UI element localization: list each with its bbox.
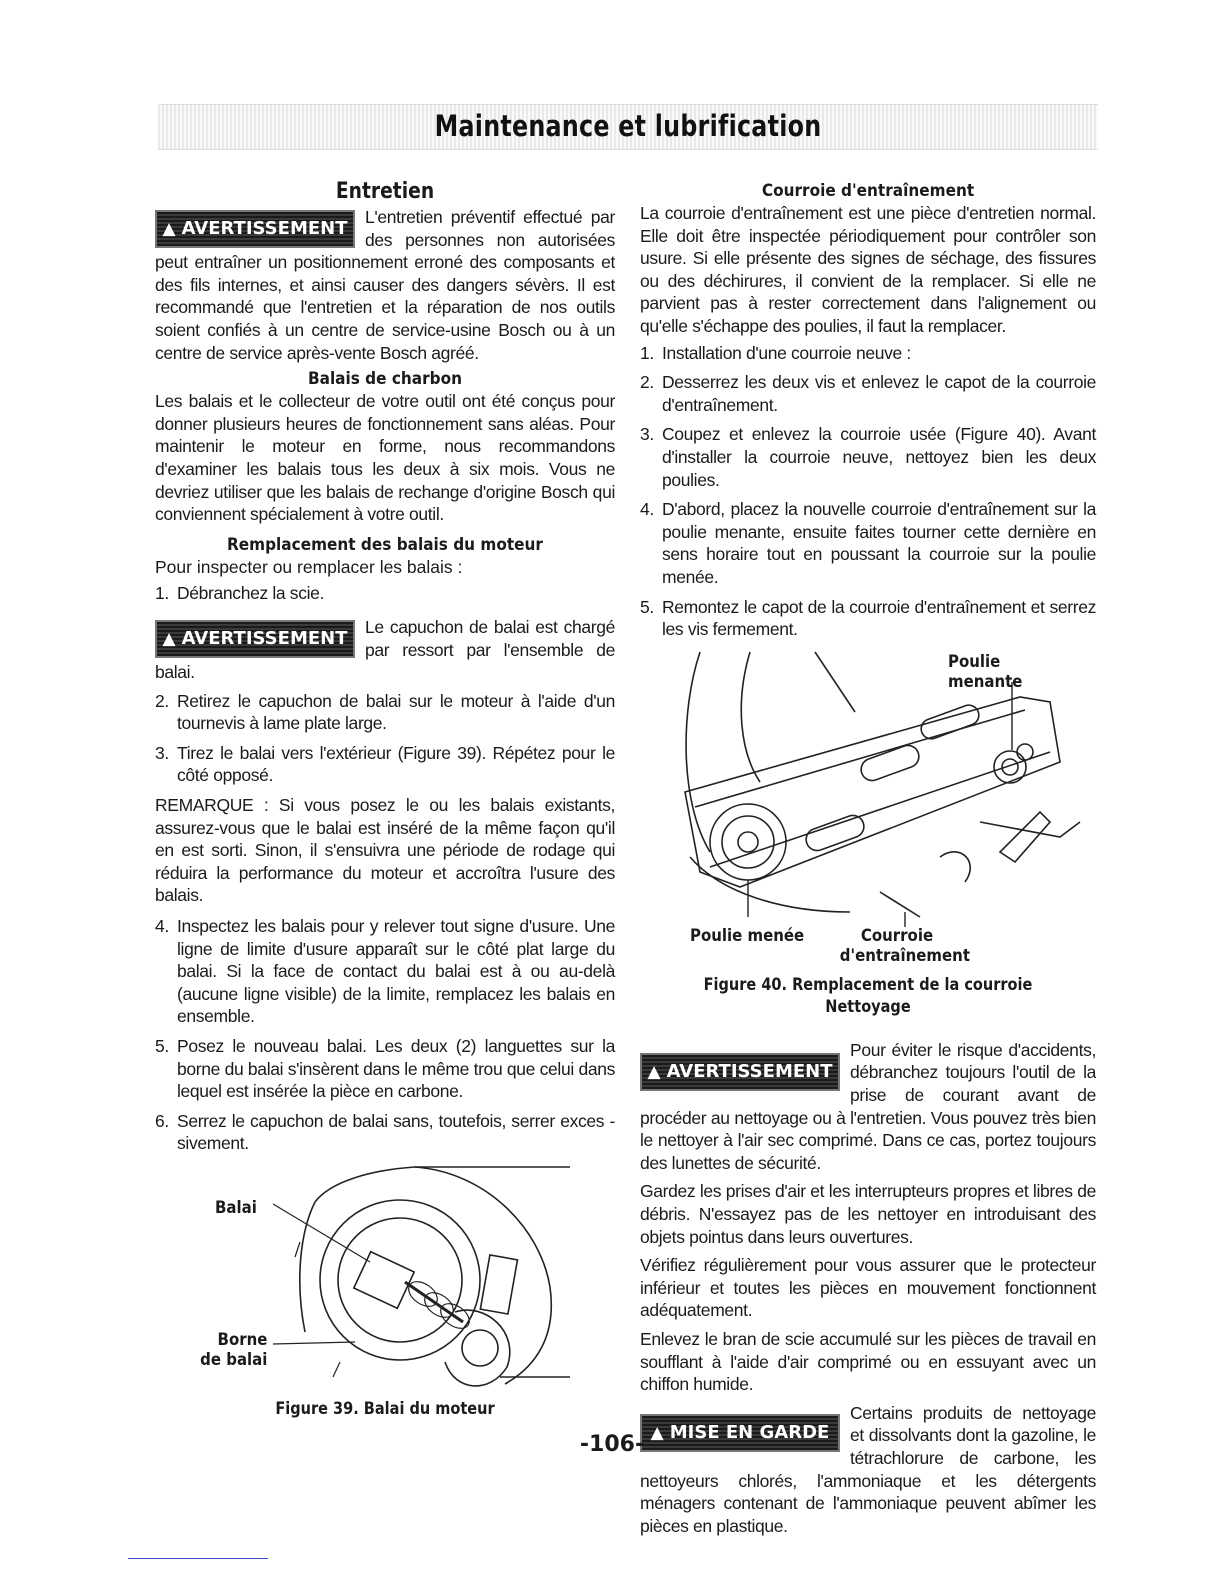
paragraph-clean-1: Gardez les prises d'air et les interrupteurs propres et libres de débris. N'essayez pas de les nettoyer en introduisant des objets pointus dans leurs ouvertures. <box>640 1181 1096 1247</box>
figure-39 <box>155 1162 615 1392</box>
caution-badge: ▲ MISE EN GARDE <box>640 1414 840 1452</box>
list-item: 2. Retirez le capuchon de balai sur le moteur à l'aide d'un tournevis à lame plate large. <box>155 690 615 734</box>
warning-text: L'entretien préventif effectué par des personnes non autorisées peut entraîner un positionnement erroné des composants et des fils internes, et ainsi causer des dangers sévèrs. Il est recommandé que l'entretien et la réparation de nos outils soient confiés à un centre de service-usine Bosch ou à un centre de service après-vente Bosch agréé. <box>155 207 615 363</box>
list-item: 2. Desserrez les deux vis et enlevez le capot de la courroie d'entraînement. <box>640 372 1096 415</box>
paragraph-drive-belt: La courroie d'entraînement est une pièce d'entretien normal. Elle doit être inspectée périodiquement pour contrôler son usure. Si elle présente des signes de séchage, des fissures ou des déchirures, il convient de la remplacer. Si elle ne parvient pas à rester correctement dans l'alignement ou qu'elle s'échappe des poulies, il faut la remplacer. <box>640 203 1096 336</box>
steps-list <box>155 915 615 1155</box>
subheading-drive-belt: Courroie d'entraînement <box>761 181 975 201</box>
footer-rule <box>128 1558 268 1559</box>
label-drive-pulley: Poulie menante <box>948 651 1023 692</box>
warning-triangle-icon: ▲ <box>162 219 176 239</box>
section-title-entretien: Entretien <box>335 179 435 204</box>
list-item: 4. Inspectez les balais pour y relever tout signe d'usure. Une ligne de limite d'usure apparaît sur le côté plat large du balai. Si la face de contact du balai est à ou au-delà (aucune ligne visible) de la limite, remplacez les balais en ensemble. <box>155 916 615 1027</box>
steps-list <box>155 690 615 787</box>
page-header <box>158 104 1098 150</box>
list-item: 5. Posez le nouveau balai. Les deux (2) languettes sur la borne du balai s'insèrent dans le même trou que celui dans lequel est insérée la pièce en carbone. <box>155 1036 615 1102</box>
paragraph-remark: REMARQUE : Si vous posez le ou les balais existants, assurez-vous que le balai est inséré de la même façon qu'il en est sorti. Sinon, il s'ensuivra une période de rodage qui réduira la performance du moteur et accroîtra l'usure des balais. <box>155 795 615 906</box>
right-column <box>640 178 1096 1537</box>
paragraph-brushes: Les balais et le collecteur de votre outil ont été conçus pour donner plusieurs heures de fonctionnement sans aléas. Pour maintenir le moteur en forme, nous recommandons d'examiner les balais tous les deux à six mois. Vous ne devriez utiliser que les balais de rechange d'origine Bosch qui conviennent spécialement à votre outil. <box>155 391 615 525</box>
label-driven-pulley: Poulie menée <box>690 925 805 946</box>
figure-39-caption: Figure 39. Balai du moteur <box>275 1398 495 1418</box>
label-brush: Balai <box>215 1197 257 1218</box>
paragraph-clean-2: Vérifiez régulièrement pour vous assurer que le protecteur inférieur et toutes les pièces en mouvement fonctionnent adéquatement. <box>640 1255 1096 1321</box>
warning-triangle-icon: ▲ <box>162 628 176 649</box>
page-number: -106- <box>579 1432 645 1457</box>
figure-40 <box>640 642 1096 966</box>
left-column <box>155 178 615 1421</box>
subheading-brushes: Balais de charbon <box>307 369 463 390</box>
subheading-replace-brushes: Remplacement des balais du moteur <box>227 534 543 555</box>
list-item: 4. D'abord, placez la nouvelle courroie d'entraînement sur la poulie menante, ensuite faites tourner cette dernière en sens horaire tout en poussant la courroie sur la poulie menée. <box>640 499 1096 587</box>
paragraph-replace-intro: Pour inspecter ou remplacer les balais : <box>155 556 463 577</box>
list-item: 1. Débranchez la scie. <box>155 583 325 604</box>
warning-badge: ▲ AVERTISSEMENT <box>640 1053 840 1091</box>
list-item: 3. Coupez et enlevez la courroie usée (Figure 40). Avant d'installer la courroie neuve, nettoyez bien les deux poulies. <box>640 424 1096 490</box>
list-item: 5. Remontez le capot de la courroie d'entraînement et serrez les vis fermement. <box>640 596 1096 640</box>
caution-block <box>640 1402 1096 1538</box>
page-title: Maintenance et lubrification <box>434 109 822 143</box>
caution-text: Certains produits de nettoyage et dissolvants dont la gazoline, le tétrachlorure de carbone, les nettoyeurs chlorés, l'ammoniaque et les détergents ménagers contenant de l'ammoniaque peuvent abîmer les pièces en plastique. <box>640 1402 1096 1536</box>
figure-40-caption: Figure 40. Remplacement de la courroie Nettoyage <box>703 974 1033 1017</box>
paragraph-clean-3: Enlevez le bran de scie accumulé sur les pièces de travail en soufflant à l'aide d'air comprimé ou en essuyant avec un chiffon humide. <box>640 1329 1096 1395</box>
warning-block <box>640 1039 1096 1175</box>
warning-triangle-icon: ▲ <box>650 1422 664 1443</box>
list-item: 3. Tirez le balai vers l'extérieur (Figure 39). Répétez pour le côté opposé. <box>155 742 615 786</box>
label-brush-terminal: Borne de balai <box>200 1329 268 1370</box>
warning-text: Pour éviter le risque d'accidents, débranchez toujours l'outil de la prise de courant avant de procéder au nettoyage ou à l'entretien. Vous pouvez très bien le nettoyer à l'air sec comprimé. Dans ce cas, portez toujours des lunettes de sécurité. <box>640 1039 1096 1173</box>
warning-block <box>155 206 615 364</box>
warning-badge: ▲ AVERTISSEMENT <box>155 210 355 248</box>
warning-triangle-icon: ▲ <box>647 1061 661 1082</box>
warning-badge: ▲ AVERTISSEMENT <box>155 620 355 658</box>
steps-list <box>640 342 1096 641</box>
steps-list <box>155 582 615 605</box>
label-drive-belt: Courroie d'entraînement <box>839 925 970 966</box>
warning-block <box>155 612 615 684</box>
warning-text: Le capuchon de balai est chargé par ressort par l'ensemble de balai. <box>155 616 615 683</box>
list-item: 1. Installation d'une courroie neuve : <box>640 342 911 363</box>
list-item: 6. Serrez le capuchon de balai sans, toutefois, serrer exces - sivement. <box>155 1110 615 1154</box>
